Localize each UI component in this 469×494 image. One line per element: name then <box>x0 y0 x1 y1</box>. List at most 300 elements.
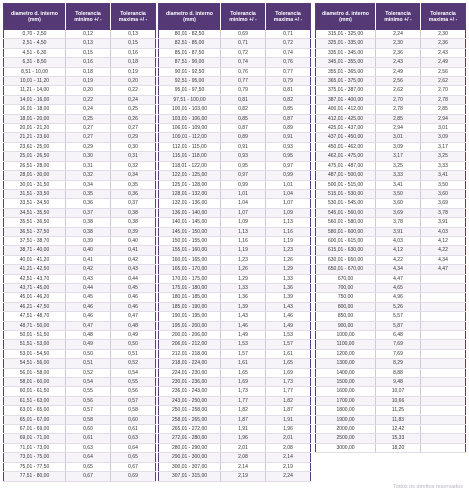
table-row <box>159 406 311 415</box>
cell-tol-max: 0,93 <box>266 142 311 151</box>
table-row <box>4 114 156 123</box>
cell-diameter: 335,01 - 345,00 <box>316 48 376 57</box>
cell-tol-max: 2,94 <box>421 114 466 123</box>
cell-tol-max: 0,34 <box>111 171 156 180</box>
cell-diameter: 125,01 - 128,00 <box>159 180 221 189</box>
cell-diameter: 21,21 - 23,60 <box>4 133 66 142</box>
cell-tol-max: 0,63 <box>111 434 156 443</box>
cell-tol-max: 2,36 <box>421 39 466 48</box>
cell-tol-min: 2,36 <box>376 48 421 57</box>
cell-tol-max: 1,23 <box>266 246 311 255</box>
table-row <box>316 359 466 368</box>
table-row <box>316 340 466 349</box>
cell-tol-min: 0,27 <box>66 124 111 133</box>
table-row <box>4 142 156 151</box>
table-row <box>159 283 311 292</box>
table-row <box>316 443 466 452</box>
header-diameter: diametro d. interno (mm) <box>159 4 221 31</box>
cell-tol-max: 0,87 <box>266 114 311 123</box>
table-row <box>4 340 156 349</box>
cell-tol-min: 0,40 <box>66 246 111 255</box>
cell-diameter: 750,00 <box>316 293 376 302</box>
cell-tol-min: 4,47 <box>376 274 421 283</box>
cell-tol-min: 0,93 <box>221 152 266 161</box>
cell-tol-max: 1,26 <box>266 255 311 264</box>
cell-diameter: 630,01 - 650,00 <box>316 255 376 264</box>
cell-diameter: 58,01 - 60,00 <box>4 378 66 387</box>
table-row <box>316 189 466 198</box>
table-row <box>316 124 466 133</box>
table-row <box>4 246 156 255</box>
table-row <box>316 321 466 330</box>
table-row <box>159 124 311 133</box>
cell-tol-max: 0,36 <box>111 189 156 198</box>
cell-tol-max <box>421 387 466 396</box>
cell-diameter: 487,01 - 500,00 <box>316 171 376 180</box>
table-body <box>316 30 466 453</box>
cell-tol-max: 3,01 <box>421 124 466 133</box>
cell-tol-max: 3,60 <box>421 189 466 198</box>
cell-tol-min: 0,18 <box>66 67 111 76</box>
table-row <box>159 218 311 227</box>
cell-tol-min: 3,91 <box>376 227 421 236</box>
cell-diameter: 170,01 - 175,00 <box>159 274 221 283</box>
table-row <box>316 283 466 292</box>
cell-diameter: 75,01 - 77,50 <box>4 462 66 471</box>
cell-diameter: 155,01 - 160,00 <box>159 246 221 255</box>
cell-tol-min: 1,65 <box>221 368 266 377</box>
cell-diameter: 82,51 - 85,00 <box>159 39 221 48</box>
cell-diameter: 850,00 <box>316 312 376 321</box>
cell-tol-max: 3,78 <box>421 208 466 217</box>
cell-tol-min: 1,07 <box>221 208 266 217</box>
cell-tol-min: 0,31 <box>66 161 111 170</box>
header-diameter: diametro d. interno (mm) <box>316 4 376 31</box>
cell-tol-max: 0,95 <box>266 152 311 161</box>
cell-tol-max: 2,19 <box>266 462 311 471</box>
table-row <box>159 349 311 358</box>
table-row <box>316 255 466 264</box>
table-row <box>4 293 156 302</box>
table-row <box>159 86 311 95</box>
table-row <box>4 406 156 415</box>
table-row <box>159 274 311 283</box>
cell-tol-min: 2,08 <box>221 453 266 462</box>
cell-tol-min: 1,53 <box>221 340 266 349</box>
cell-diameter: 515,01 - 530,00 <box>316 189 376 198</box>
cell-diameter: 65,01 - 67,00 <box>4 415 66 424</box>
cell-diameter: 1700,00 <box>316 396 376 405</box>
cell-tol-min: 18,20 <box>376 443 421 452</box>
cell-tol-min: 0,64 <box>66 453 111 462</box>
table-row <box>159 95 311 104</box>
header-tol-min: Tolerancia minimo +/ - <box>221 4 266 31</box>
cell-tol-max: 0,18 <box>111 58 156 67</box>
cell-diameter: 41,21 - 42,50 <box>4 265 66 274</box>
table-row <box>316 114 466 123</box>
table-row <box>4 368 156 377</box>
cell-tol-min: 1,13 <box>221 227 266 236</box>
cell-tol-min: 0,74 <box>221 58 266 67</box>
table-row <box>316 293 466 302</box>
cell-tol-min: 1,91 <box>221 425 266 434</box>
cell-tol-min: 2,94 <box>376 124 421 133</box>
cell-tol-max: 0,52 <box>111 359 156 368</box>
cell-tol-max: 4,03 <box>421 227 466 236</box>
cell-tol-min: 0,79 <box>221 86 266 95</box>
cell-tol-min: 3,41 <box>376 180 421 189</box>
cell-diameter: 670,00 <box>316 274 376 283</box>
table-row <box>4 265 156 274</box>
cell-diameter: 106,01 - 109,00 <box>159 124 221 133</box>
cell-diameter: 545,01 - 560,00 <box>316 208 376 217</box>
cell-tol-min: 2,43 <box>376 58 421 67</box>
cell-diameter: 425,01 - 437,00 <box>316 124 376 133</box>
tolerance-table-1 <box>3 3 156 482</box>
cell-diameter: 243,01 - 250,00 <box>159 396 221 405</box>
cell-tol-max: 1,43 <box>266 302 311 311</box>
cell-tol-min: 3,78 <box>376 218 421 227</box>
cell-tol-min: 3,17 <box>376 152 421 161</box>
table-row <box>4 283 156 292</box>
cell-diameter: 1300,00 <box>316 359 376 368</box>
cell-diameter: 20,01 - 21,20 <box>4 124 66 133</box>
cell-diameter: 140,01 - 145,00 <box>159 218 221 227</box>
cell-tol-min: 0,25 <box>66 114 111 123</box>
cell-tol-min: 3,01 <box>376 133 421 142</box>
cell-tol-min: 0,72 <box>221 48 266 57</box>
table-row <box>159 321 311 330</box>
cell-tol-min: 0,51 <box>66 359 111 368</box>
table-row <box>316 218 466 227</box>
cell-tol-min: 0,97 <box>221 171 266 180</box>
cell-diameter: 185,01 - 190,00 <box>159 302 221 311</box>
table-row <box>159 171 311 180</box>
table-row <box>316 161 466 170</box>
table-row <box>4 396 156 405</box>
cell-diameter: 80,01 - 82,50 <box>159 30 221 39</box>
cell-tol-min: 3,09 <box>376 142 421 151</box>
table-row <box>159 152 311 161</box>
cell-tol-max: 0,37 <box>111 199 156 208</box>
table-row <box>316 208 466 217</box>
cell-diameter: 160,01 - 165,00 <box>159 255 221 264</box>
cell-diameter: 53,01 - 54,50 <box>4 349 66 358</box>
cell-tol-max: 0,81 <box>266 86 311 95</box>
cell-tol-min: 0,45 <box>66 293 111 302</box>
table-row <box>316 312 466 321</box>
cell-tol-max: 1,87 <box>266 406 311 415</box>
cell-tol-max: 0,27 <box>111 124 156 133</box>
cell-diameter: 112,01 - 115,00 <box>159 142 221 151</box>
cell-diameter: 2,51 - 4,50 <box>4 39 66 48</box>
watermark: Todos os direitos reservados <box>392 484 463 490</box>
cell-diameter: 165,01 - 170,00 <box>159 265 221 274</box>
table-row <box>159 331 311 340</box>
cell-tol-min: 0,85 <box>221 114 266 123</box>
cell-tol-max: 4,34 <box>421 255 466 264</box>
table-row <box>159 359 311 368</box>
cell-diameter: 42,51 - 43,70 <box>4 274 66 283</box>
cell-tol-max: 2,14 <box>266 453 311 462</box>
cell-diameter: 136,01 - 140,00 <box>159 208 221 217</box>
tolerance-table-2 <box>158 3 311 482</box>
cell-tol-min: 3,60 <box>376 199 421 208</box>
table-row <box>4 39 156 48</box>
cell-diameter: 63,01 - 65,00 <box>4 406 66 415</box>
cell-tol-max: 2,70 <box>421 86 466 95</box>
cell-tol-max: 0,64 <box>111 443 156 452</box>
cell-tol-min: 0,49 <box>66 340 111 349</box>
cell-diameter: 92,51 - 95,00 <box>159 77 221 86</box>
cell-tol-max: 1,46 <box>266 312 311 321</box>
table-row <box>159 161 311 170</box>
cell-tol-min: 1,33 <box>221 283 266 292</box>
cell-diameter: 175,01 - 180,00 <box>159 283 221 292</box>
cell-tol-min: 4,96 <box>376 293 421 302</box>
cell-tol-min: 2,62 <box>376 86 421 95</box>
cell-tol-min: 1,96 <box>221 434 266 443</box>
table-header-row <box>159 4 311 31</box>
cell-tol-max: 1,29 <box>266 265 311 274</box>
cell-tol-max <box>421 340 466 349</box>
cell-diameter: 77,51 - 80,00 <box>4 472 66 481</box>
cell-diameter: 73,01 - 75,00 <box>4 453 66 462</box>
cell-tol-max: 1,01 <box>266 180 311 189</box>
table-row <box>4 152 156 161</box>
cell-diameter: 1900,00 <box>316 415 376 424</box>
cell-diameter: 87,51 - 90,00 <box>159 58 221 67</box>
cell-diameter: 190,01 - 195,00 <box>159 312 221 321</box>
cell-tol-min: 0,12 <box>66 30 111 39</box>
cell-tol-min: 0,60 <box>66 425 111 434</box>
cell-diameter: 69,01 - 71,00 <box>4 434 66 443</box>
cell-diameter: 31,51 - 33,50 <box>4 189 66 198</box>
table-row <box>4 274 156 283</box>
cell-tol-max: 0,56 <box>111 387 156 396</box>
table-row <box>4 105 156 114</box>
cell-tol-max: 1,65 <box>266 359 311 368</box>
table-row <box>4 236 156 245</box>
cell-tol-min: 0,55 <box>66 387 111 396</box>
cell-diameter: 258,01 - 265,00 <box>159 415 221 424</box>
cell-tol-min: 2,70 <box>376 95 421 104</box>
cell-tol-max: 2,30 <box>421 30 466 39</box>
table-row <box>159 142 311 151</box>
cell-diameter: 45,01 - 46,20 <box>4 293 66 302</box>
table-row <box>159 58 311 67</box>
table-row <box>159 425 311 434</box>
cell-tol-max <box>421 368 466 377</box>
cell-tol-min: 3,50 <box>376 189 421 198</box>
table-row <box>159 114 311 123</box>
cell-diameter: 122,01 - 125,00 <box>159 171 221 180</box>
header-tol-min: Tolerancia minimo +/ - <box>376 4 421 31</box>
cell-diameter: 212,01 - 218,00 <box>159 349 221 358</box>
cell-tol-min: 0,41 <box>66 255 111 264</box>
cell-tol-max: 0,82 <box>266 95 311 104</box>
cell-diameter: 51,51 - 53,00 <box>4 340 66 349</box>
cell-tol-max: 0,76 <box>266 58 311 67</box>
table-row <box>4 86 156 95</box>
cell-tol-max <box>421 283 466 292</box>
table-row <box>316 48 466 57</box>
table-row <box>159 133 311 142</box>
cell-diameter: 560,01 - 580,00 <box>316 218 376 227</box>
cell-tol-max: 2,78 <box>421 95 466 104</box>
table-row <box>159 39 311 48</box>
cell-tol-max: 3,33 <box>421 161 466 170</box>
cell-tol-min: 0,56 <box>66 396 111 405</box>
cell-diameter: 0,70 - 2,50 <box>4 30 66 39</box>
cell-tol-min: 0,52 <box>66 368 111 377</box>
cell-tol-min: 1,43 <box>221 312 266 321</box>
cell-tol-max: 0,20 <box>111 77 156 86</box>
table-row <box>4 30 156 39</box>
cell-tol-min: 5,26 <box>376 302 421 311</box>
cell-tol-min: 0,42 <box>66 265 111 274</box>
table-row <box>159 396 311 405</box>
cell-tol-max: 0,46 <box>111 293 156 302</box>
cell-tol-max: 0,26 <box>111 114 156 123</box>
table-row <box>4 67 156 76</box>
cell-tol-min: 2,49 <box>376 67 421 76</box>
cell-tol-min: 0,38 <box>66 218 111 227</box>
cell-tol-min: 0,44 <box>66 283 111 292</box>
cell-diameter: 8,51 - 10,00 <box>4 67 66 76</box>
cell-diameter: 200,01 - 206,00 <box>159 331 221 340</box>
cell-tol-min: 2,01 <box>221 443 266 452</box>
cell-tol-min: 1,57 <box>221 349 266 358</box>
cell-diameter: 61,51 - 63,00 <box>4 396 66 405</box>
cell-tol-min: 0,91 <box>221 142 266 151</box>
table-row <box>4 133 156 142</box>
cell-tol-max <box>421 349 466 358</box>
cell-diameter: 650,01 - 670,00 <box>316 265 376 274</box>
table-row <box>159 387 311 396</box>
cell-tol-min: 4,34 <box>376 265 421 274</box>
cell-tol-max: 0,41 <box>111 246 156 255</box>
table-row <box>4 434 156 443</box>
cell-tol-max: 0,49 <box>111 331 156 340</box>
cell-tol-min: 0,61 <box>66 434 111 443</box>
cell-diameter: 180,01 - 185,00 <box>159 293 221 302</box>
table-row <box>4 312 156 321</box>
cell-tol-max <box>421 406 466 415</box>
cell-diameter: 600,01 - 615,00 <box>316 236 376 245</box>
cell-diameter: 307,01 - 315,00 <box>159 472 221 481</box>
cell-diameter: 206,01 - 212,00 <box>159 340 221 349</box>
table-row <box>316 30 466 39</box>
cell-tol-min: 0,69 <box>221 30 266 39</box>
table-row <box>4 378 156 387</box>
cell-tol-min: 1,69 <box>221 378 266 387</box>
table-row <box>159 462 311 471</box>
table-row <box>4 443 156 452</box>
cell-tol-max: 0,67 <box>111 462 156 471</box>
cell-diameter: 300,01 - 307,00 <box>159 462 221 471</box>
cell-tol-max: 0,40 <box>111 236 156 245</box>
table-row <box>159 434 311 443</box>
cell-tol-min: 3,33 <box>376 171 421 180</box>
cell-diameter: 1600,00 <box>316 387 376 396</box>
table-row <box>316 67 466 76</box>
cell-tol-min: 5,87 <box>376 321 421 330</box>
table-row <box>4 472 156 481</box>
table-body <box>4 30 156 481</box>
cell-tol-min: 0,22 <box>66 95 111 104</box>
cell-tol-min: 0,19 <box>66 77 111 86</box>
table-row <box>159 453 311 462</box>
cell-tol-max: 3,50 <box>421 180 466 189</box>
cell-diameter: 355,01 - 365,00 <box>316 67 376 76</box>
cell-tol-max: 0,48 <box>111 321 156 330</box>
cell-tol-max: 0,45 <box>111 283 156 292</box>
cell-tol-max: 0,39 <box>111 227 156 236</box>
cell-tol-min: 2,78 <box>376 105 421 114</box>
cell-tol-max <box>421 434 466 443</box>
table-row <box>159 340 311 349</box>
table-row <box>4 255 156 264</box>
cell-tol-max: 3,25 <box>421 152 466 161</box>
table-row <box>159 415 311 424</box>
cell-tol-max <box>421 321 466 330</box>
cell-tol-max: 2,24 <box>266 472 311 481</box>
header-diameter: diametro d. interno (mm) <box>4 4 66 31</box>
cell-diameter: 236,01 - 243,00 <box>159 387 221 396</box>
cell-tol-max: 0,89 <box>266 124 311 133</box>
table-row <box>159 302 311 311</box>
cell-tol-max: 2,08 <box>266 443 311 452</box>
cell-tol-min: 5,57 <box>376 312 421 321</box>
cell-diameter: 103,01 - 106,00 <box>159 114 221 123</box>
table-row <box>316 246 466 255</box>
cell-diameter: 54,51 - 56,00 <box>4 359 66 368</box>
table-row <box>316 415 466 424</box>
table-row <box>159 255 311 264</box>
cell-tol-max: 1,96 <box>266 425 311 434</box>
cell-tol-min: 0,77 <box>221 77 266 86</box>
table-row <box>4 359 156 368</box>
cell-tol-min: 0,15 <box>66 48 111 57</box>
table-row <box>159 227 311 236</box>
cell-tol-min: 10,07 <box>376 387 421 396</box>
cell-diameter: 132,01 - 136,00 <box>159 199 221 208</box>
table-row <box>4 124 156 133</box>
table-row <box>4 218 156 227</box>
cell-diameter: 150,01 - 155,00 <box>159 236 221 245</box>
cell-tol-max: 0,97 <box>266 161 311 170</box>
table-row <box>316 199 466 208</box>
cell-tol-max <box>421 312 466 321</box>
cell-diameter: 109,01 - 112,00 <box>159 133 221 142</box>
cell-tol-max <box>421 359 466 368</box>
cell-diameter: 412,01 - 425,00 <box>316 114 376 123</box>
cell-diameter: 95,01 - 97,50 <box>159 86 221 95</box>
cell-tol-max: 0,24 <box>111 95 156 104</box>
cell-tol-min: 0,24 <box>66 105 111 114</box>
cell-diameter: 1100,00 <box>316 340 376 349</box>
cell-tol-max: 0,32 <box>111 161 156 170</box>
cell-tol-min: 0,67 <box>66 472 111 481</box>
cell-tol-max: 0,15 <box>111 39 156 48</box>
table-row <box>316 387 466 396</box>
table-row <box>316 95 466 104</box>
cell-tol-min: 1,16 <box>221 236 266 245</box>
cell-tol-max: 3,41 <box>421 171 466 180</box>
cell-tol-max: 0,30 <box>111 142 156 151</box>
cell-diameter: 40,01 - 41,20 <box>4 255 66 264</box>
